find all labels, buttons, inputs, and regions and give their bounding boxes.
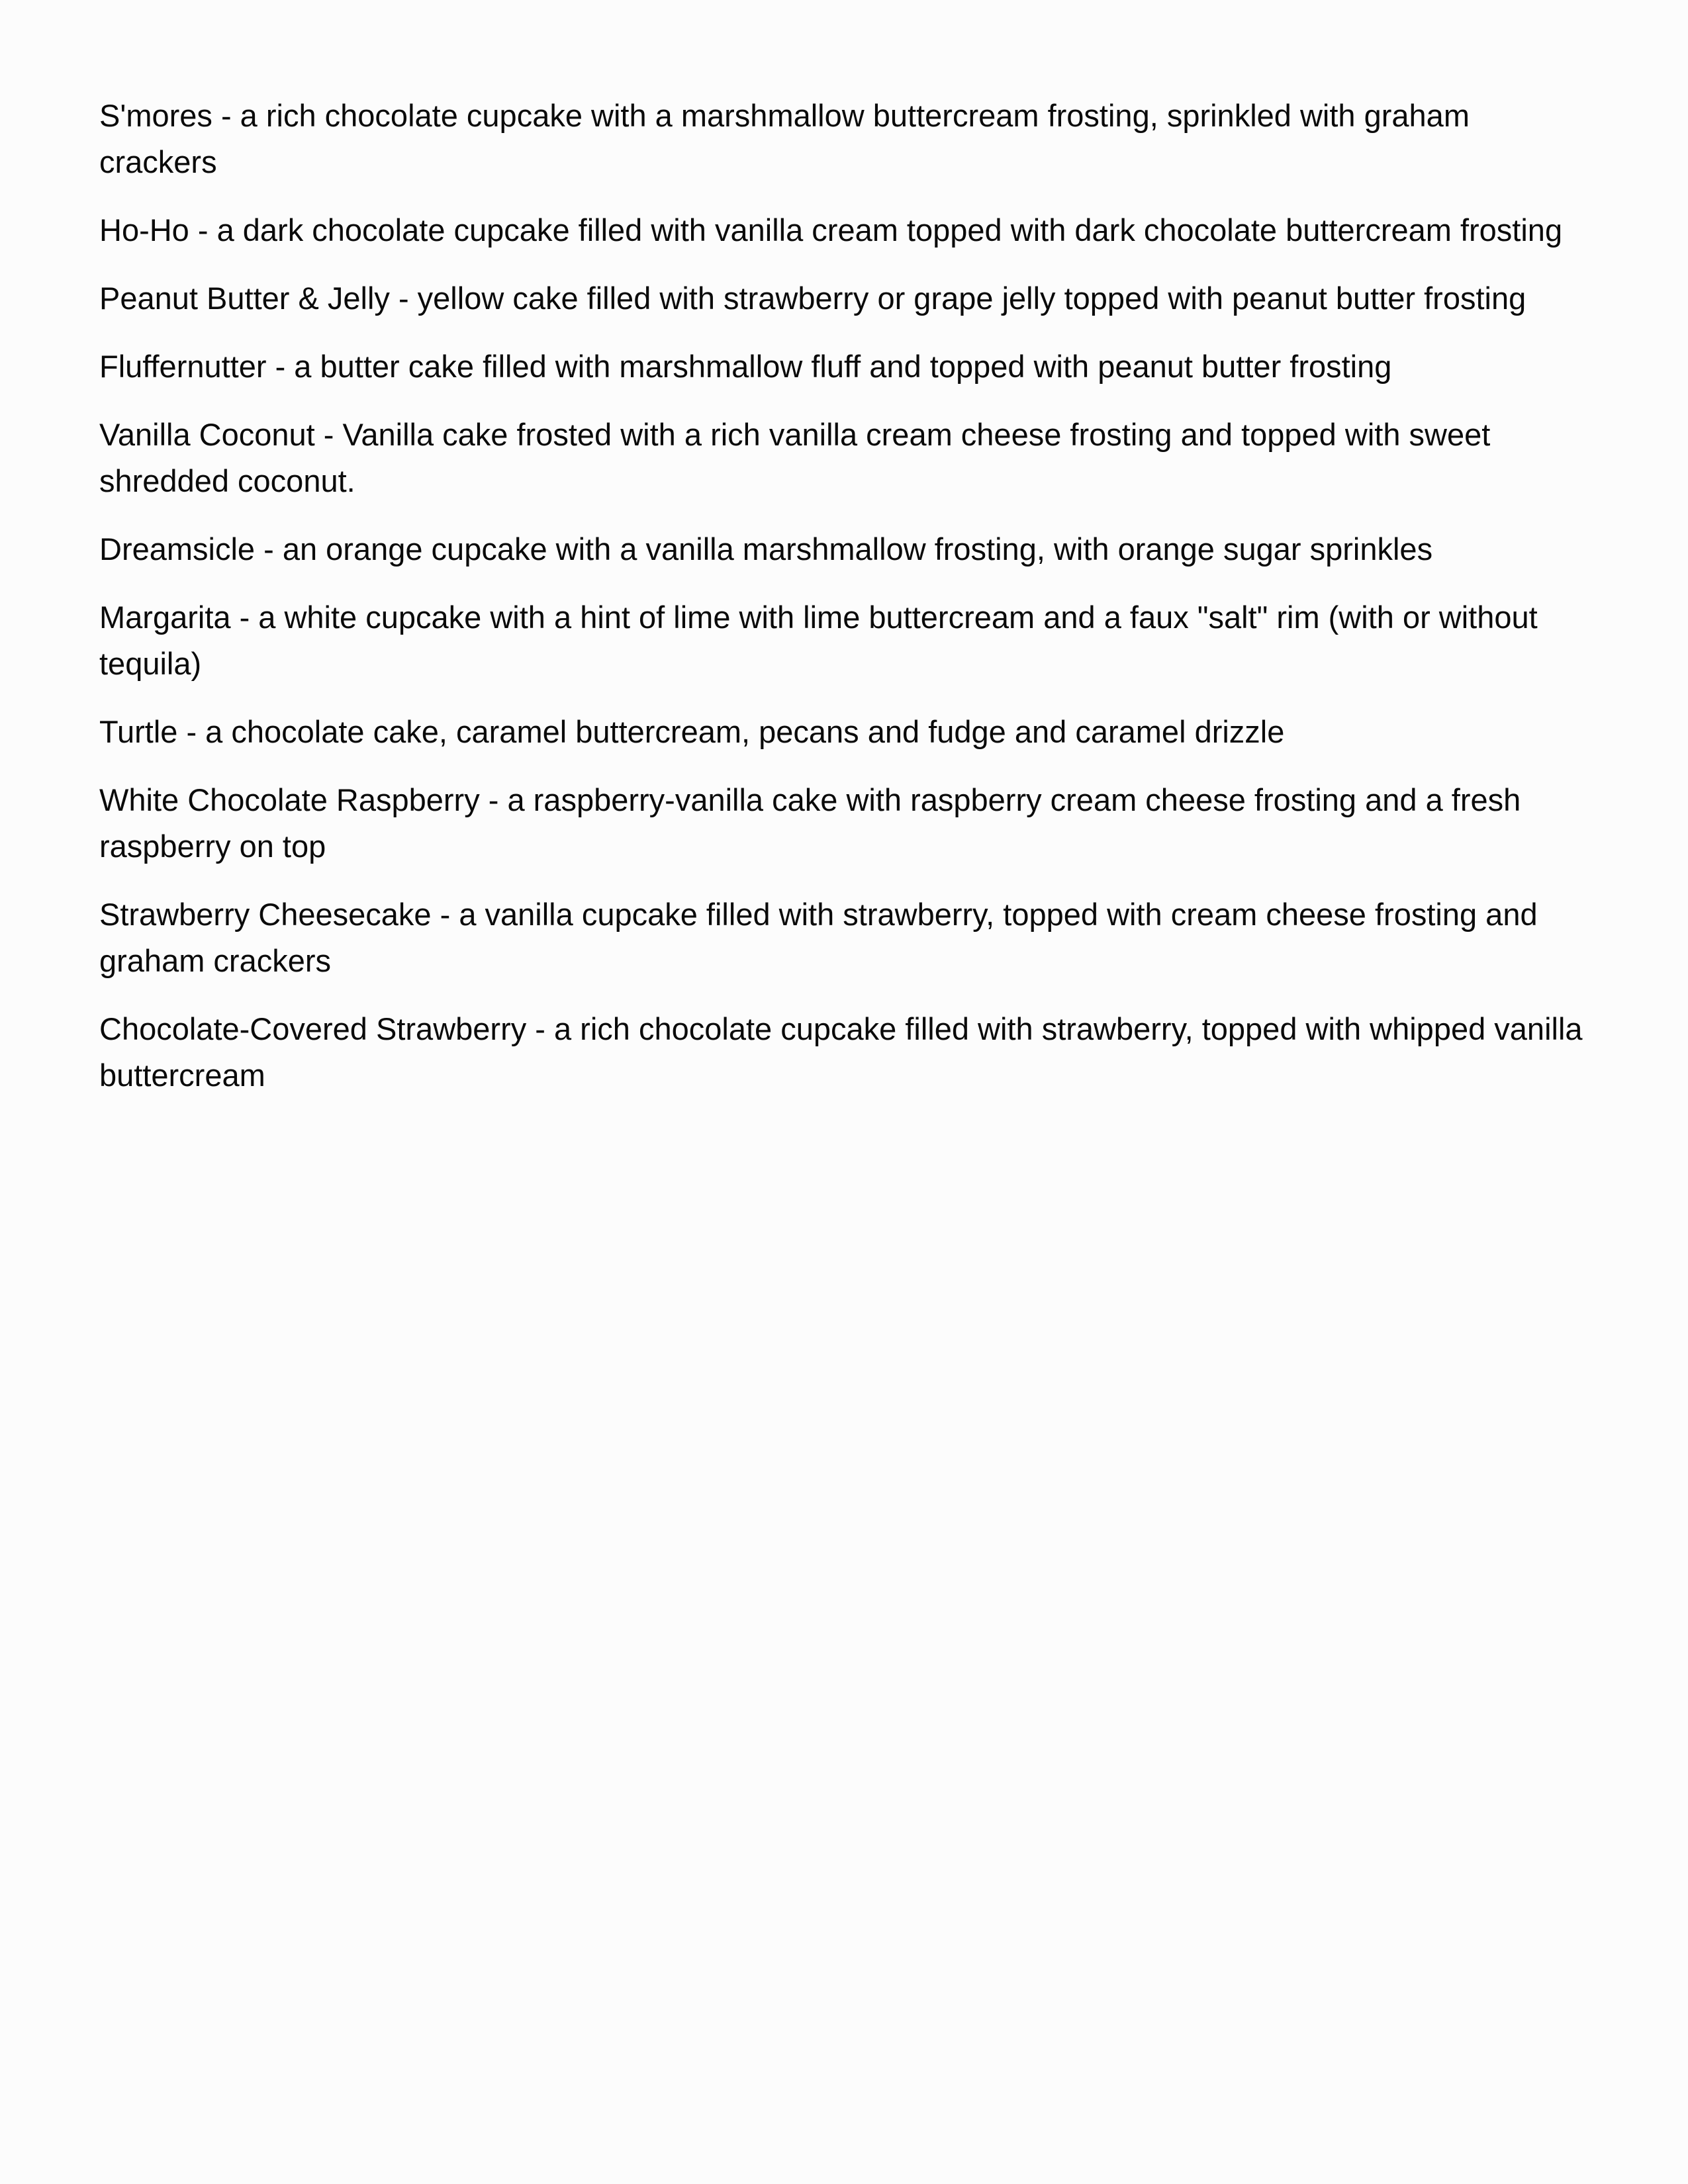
cupcake-item-vanilla-coconut: Vanilla Coconut - Vanilla cake frosted with a rich vanilla cream cheese frosting and topped with sweet shredded coconut. <box>99 417 1491 498</box>
cupcake-item-fluffernutter: Fluffernutter - a butter cake filled with marshmallow fluff and topped with peanut butter frosting <box>99 349 1392 384</box>
cupcake-item-margarita: Margarita - a white cupcake with a hint of lime with lime buttercream and a faux "salt" rim (with or without tequila) <box>99 600 1538 681</box>
cupcake-item-ho-ho: Ho-Ho - a dark chocolate cupcake filled with vanilla cream topped with dark chocolate buttercream frosting <box>99 212 1563 248</box>
cupcake-item-dreamsicle: Dreamsicle - an orange cupcake with a vanilla marshmallow frosting, with orange sugar sprinkles <box>99 531 1433 567</box>
cupcake-item-smores: S'mores - a rich chocolate cupcake with a marshmallow buttercream frosting, sprinkled with graham crackers <box>99 98 1470 179</box>
cupcake-item-peanut-butter-jelly: Peanut Butter & Jelly - yellow cake filled with strawberry or grape jelly topped with peanut butter frosting <box>99 281 1526 316</box>
cupcake-item-chocolate-covered-strawberry: Chocolate-Covered Strawberry - a rich chocolate cupcake filled with strawberry, topped with whipped vanilla buttercream <box>99 1011 1583 1093</box>
cupcake-item-strawberry-cheesecake: Strawberry Cheesecake - a vanilla cupcake filled with strawberry, topped with cream cheese frosting and graham crackers <box>99 897 1538 978</box>
document-page <box>99 93 1595 1120</box>
cupcake-item-white-chocolate-raspberry: White Chocolate Raspberry - a raspberry-vanilla cake with raspberry cream cheese frosting and a fresh raspberry on top <box>99 782 1521 864</box>
cupcake-item-turtle: Turtle - a chocolate cake, caramel buttercream, pecans and fudge and caramel drizzle <box>99 714 1285 749</box>
